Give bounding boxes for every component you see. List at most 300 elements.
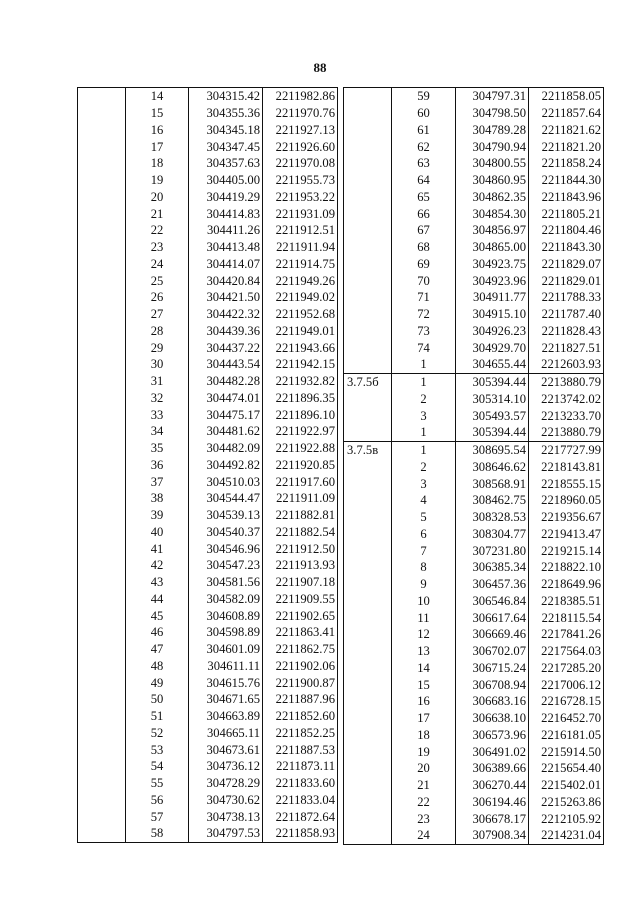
- section-cell: [344, 105, 392, 122]
- y-coordinate-cell: 2211882.81: [263, 507, 338, 524]
- table-row: [344, 509, 604, 526]
- section-cell: [78, 725, 126, 742]
- x-coordinate-cell: 306389.66: [456, 760, 529, 777]
- section-cell: [78, 373, 126, 390]
- point-number-cell: 51: [150, 709, 164, 724]
- x-coordinate-cell: 304615.76: [189, 674, 263, 691]
- section-cell: [78, 574, 126, 591]
- table-row: [78, 122, 338, 139]
- table-row: [344, 827, 604, 844]
- point-number-cell: 37: [150, 474, 164, 489]
- section-cell: [78, 473, 126, 490]
- y-coordinate-cell: 2218649.96: [529, 576, 604, 593]
- point-number-cell: 57: [150, 809, 164, 824]
- point-number-cell: 12: [417, 627, 430, 642]
- point-number-cell: 33: [150, 407, 164, 422]
- section-cell: [78, 457, 126, 474]
- point-number-cell: 2: [420, 391, 427, 406]
- section-cell: [344, 777, 392, 794]
- point-number-cell: 67: [417, 223, 430, 238]
- section-cell: [78, 339, 126, 356]
- x-coordinate-cell: 304728.29: [189, 775, 263, 792]
- point-number-cell: 17: [417, 711, 430, 726]
- table-row: [344, 289, 604, 306]
- y-coordinate-cell: 2216728.15: [529, 693, 604, 710]
- y-coordinate-cell: 2218115.54: [529, 609, 604, 626]
- x-coordinate-cell: 304911.77: [456, 289, 529, 306]
- point-number-cell: 74: [417, 340, 430, 355]
- x-coordinate-cell: 306617.64: [456, 609, 529, 626]
- x-coordinate-cell: 304357.63: [189, 155, 263, 172]
- point-number-cell: 22: [150, 223, 164, 238]
- section-cell: [78, 691, 126, 708]
- point-number-cell: 42: [150, 558, 164, 573]
- table-row: [344, 777, 604, 794]
- table-row: [344, 306, 604, 323]
- section-cell: [344, 356, 392, 373]
- point-number-cell: 70: [417, 273, 430, 288]
- y-coordinate-cell: 2211931.09: [263, 205, 338, 222]
- y-coordinate-cell: 2218143.81: [529, 459, 604, 476]
- point-number-cell: 7: [420, 543, 427, 558]
- table-row: [78, 607, 338, 624]
- table-row: [344, 576, 604, 593]
- y-coordinate-cell: 2215263.86: [529, 794, 604, 811]
- section-cell: [78, 808, 126, 825]
- table-row: [344, 559, 604, 576]
- point-number-cell: 58: [150, 826, 164, 841]
- table-row: [344, 643, 604, 660]
- y-coordinate-cell: 2211887.96: [263, 691, 338, 708]
- point-number-cell: 20: [150, 189, 164, 204]
- section-cell: [344, 459, 392, 476]
- section-cell: [78, 507, 126, 524]
- section-cell: [78, 540, 126, 557]
- section-cell: [344, 810, 392, 827]
- point-number-cell: 63: [417, 156, 430, 171]
- point-number-cell: 24: [417, 828, 430, 843]
- point-number-cell: 35: [150, 441, 164, 456]
- table-row: [78, 239, 338, 256]
- section-cell: [78, 641, 126, 658]
- x-coordinate-cell: 304539.13: [189, 507, 263, 524]
- section-cell: [344, 391, 392, 408]
- table-row: [344, 373, 604, 390]
- x-coordinate-cell: 304926.23: [456, 323, 529, 340]
- y-coordinate-cell: 2213742.02: [529, 391, 604, 408]
- y-coordinate-cell: 2211821.62: [529, 122, 604, 139]
- table-row: [78, 473, 338, 490]
- x-coordinate-cell: 308462.75: [456, 492, 529, 509]
- section-cell: [78, 825, 126, 842]
- table-row: [78, 557, 338, 574]
- x-coordinate-cell: 304345.18: [189, 122, 263, 139]
- table-row: [344, 138, 604, 155]
- x-coordinate-cell: 304601.09: [189, 641, 263, 658]
- y-coordinate-cell: 2211970.08: [263, 155, 338, 172]
- point-number-cell: 3: [420, 476, 427, 491]
- y-coordinate-cell: 2216452.70: [529, 710, 604, 727]
- point-number-cell: 41: [150, 541, 164, 556]
- y-coordinate-cell: 2211902.06: [263, 658, 338, 675]
- section-cell: [344, 306, 392, 323]
- y-coordinate-cell: 2211873.11: [263, 758, 338, 775]
- y-coordinate-cell: 2215402.01: [529, 777, 604, 794]
- x-coordinate-cell: 306678.17: [456, 810, 529, 827]
- x-coordinate-cell: 306702.07: [456, 643, 529, 660]
- point-number-cell: 46: [150, 625, 164, 640]
- point-number-cell: 16: [417, 694, 430, 709]
- x-coordinate-cell: 304598.89: [189, 624, 263, 641]
- table-row: [78, 306, 338, 323]
- y-coordinate-cell: 2211843.30: [529, 239, 604, 256]
- y-coordinate-cell: 2211902.65: [263, 607, 338, 624]
- y-coordinate-cell: 2211804.46: [529, 222, 604, 239]
- table-row: [344, 272, 604, 289]
- point-number-cell: 3: [420, 408, 427, 423]
- y-coordinate-cell: 2211932.82: [263, 373, 338, 390]
- table-row: [344, 323, 604, 340]
- point-number-cell: 27: [150, 307, 164, 322]
- point-number-cell: 45: [150, 608, 164, 623]
- table-row: [78, 155, 338, 172]
- point-number-cell: 19: [417, 744, 430, 759]
- section-cell: [78, 88, 126, 105]
- x-coordinate-cell: 304540.37: [189, 524, 263, 541]
- point-number-cell: 6: [420, 526, 427, 541]
- section-cell: 3.7.5в: [344, 441, 392, 458]
- point-number-cell: 1: [420, 357, 427, 372]
- table-row: [344, 760, 604, 777]
- table-row: [344, 172, 604, 189]
- table-row: [78, 524, 338, 541]
- point-number-cell: 30: [150, 357, 164, 372]
- y-coordinate-cell: 2211829.01: [529, 272, 604, 289]
- y-coordinate-cell: 2211863.41: [263, 624, 338, 641]
- table-row: [344, 693, 604, 710]
- y-coordinate-cell: 2211872.64: [263, 808, 338, 825]
- y-coordinate-cell: 2211912.50: [263, 540, 338, 557]
- y-coordinate-cell: 2211805.21: [529, 205, 604, 222]
- x-coordinate-cell: 304581.56: [189, 574, 263, 591]
- point-number-cell: 54: [150, 759, 164, 774]
- section-cell: [344, 339, 392, 356]
- table-row: [344, 794, 604, 811]
- point-number-cell: 1: [392, 441, 456, 458]
- x-coordinate-cell: 304582.09: [189, 591, 263, 608]
- y-coordinate-cell: 2211852.25: [263, 725, 338, 742]
- x-coordinate-cell: 307908.34: [456, 827, 529, 844]
- x-coordinate-cell: 308328.53: [456, 509, 529, 526]
- table-row: [78, 172, 338, 189]
- section-cell: [344, 222, 392, 239]
- section-cell: [344, 138, 392, 155]
- section-cell: [344, 542, 392, 559]
- section-cell: [344, 239, 392, 256]
- y-coordinate-cell: 2212105.92: [529, 810, 604, 827]
- y-coordinate-cell: 2219215.14: [529, 542, 604, 559]
- point-number-cell: 28: [150, 323, 164, 338]
- point-number-cell: 31: [150, 374, 164, 389]
- section-cell: [344, 492, 392, 509]
- x-coordinate-cell: 304671.65: [189, 691, 263, 708]
- table-row: [344, 222, 604, 239]
- y-coordinate-cell: 2211882.54: [263, 524, 338, 541]
- x-coordinate-cell: 306573.96: [456, 727, 529, 744]
- y-coordinate-cell: 2211952.68: [263, 306, 338, 323]
- y-coordinate-cell: 2214231.04: [529, 827, 604, 844]
- y-coordinate-cell: 2211949.01: [263, 323, 338, 340]
- section-cell: [78, 423, 126, 440]
- coordinates-table-left: [77, 87, 338, 843]
- x-coordinate-cell: 304546.96: [189, 540, 263, 557]
- point-number-cell: 65: [417, 189, 430, 204]
- x-coordinate-cell: 304419.29: [189, 189, 263, 206]
- section-cell: [344, 626, 392, 643]
- point-number-cell: 61: [417, 122, 430, 137]
- section-cell: [344, 424, 392, 441]
- x-coordinate-cell: 308695.54: [456, 441, 529, 458]
- point-number-cell: 26: [150, 290, 164, 305]
- x-coordinate-cell: 304798.50: [456, 105, 529, 122]
- point-number-cell: 13: [417, 644, 430, 659]
- x-coordinate-cell: 308646.62: [456, 459, 529, 476]
- point-number-cell: 21: [150, 206, 164, 221]
- x-coordinate-cell: 304547.23: [189, 557, 263, 574]
- table-row: [344, 88, 604, 105]
- y-coordinate-cell: 2211911.94: [263, 239, 338, 256]
- y-coordinate-cell: 2211857.64: [529, 105, 604, 122]
- y-coordinate-cell: 2211913.93: [263, 557, 338, 574]
- x-coordinate-cell: 304439.36: [189, 323, 263, 340]
- y-coordinate-cell: 2211887.53: [263, 741, 338, 758]
- y-coordinate-cell: 2215654.40: [529, 760, 604, 777]
- table-row: [78, 825, 338, 842]
- section-cell: [78, 490, 126, 507]
- y-coordinate-cell: 2213880.79: [529, 424, 604, 441]
- section-cell: [344, 172, 392, 189]
- y-coordinate-cell: 2211843.96: [529, 189, 604, 206]
- table-row: [344, 710, 604, 727]
- section-cell: [344, 660, 392, 677]
- table-row: [78, 339, 338, 356]
- y-coordinate-cell: 2218555.15: [529, 475, 604, 492]
- section-cell: [78, 775, 126, 792]
- x-coordinate-cell: 304915.10: [456, 306, 529, 323]
- section-cell: [344, 509, 392, 526]
- y-coordinate-cell: 2211896.35: [263, 390, 338, 407]
- y-coordinate-cell: 2211920.85: [263, 457, 338, 474]
- table-row: [78, 457, 338, 474]
- y-coordinate-cell: 2211862.75: [263, 641, 338, 658]
- x-coordinate-cell: 304736.12: [189, 758, 263, 775]
- x-coordinate-cell: 305493.57: [456, 407, 529, 424]
- section-cell: [78, 406, 126, 423]
- section-cell: [344, 794, 392, 811]
- point-number-cell: 32: [150, 390, 164, 405]
- x-coordinate-cell: 304789.28: [456, 122, 529, 139]
- x-coordinate-cell: 306715.24: [456, 660, 529, 677]
- y-coordinate-cell: 2211907.18: [263, 574, 338, 591]
- point-number-cell: 36: [150, 457, 164, 472]
- y-coordinate-cell: 2211900.87: [263, 674, 338, 691]
- y-coordinate-cell: 2211833.60: [263, 775, 338, 792]
- y-coordinate-cell: 2211955.73: [263, 172, 338, 189]
- section-cell: [78, 708, 126, 725]
- x-coordinate-cell: 304860.95: [456, 172, 529, 189]
- section-cell: [78, 122, 126, 139]
- y-coordinate-cell: 2211917.60: [263, 473, 338, 490]
- table-row: [344, 475, 604, 492]
- y-coordinate-cell: 2211844.30: [529, 172, 604, 189]
- y-coordinate-cell: 2211827.51: [529, 339, 604, 356]
- y-coordinate-cell: 2211953.22: [263, 189, 338, 206]
- table-row: [78, 741, 338, 758]
- table-row: [78, 323, 338, 340]
- table-row: [344, 155, 604, 172]
- section-cell: [78, 658, 126, 675]
- y-coordinate-cell: 2211787.40: [529, 306, 604, 323]
- point-number-cell: 1: [420, 425, 427, 440]
- section-cell: [344, 760, 392, 777]
- section-cell: [344, 693, 392, 710]
- x-coordinate-cell: 304544.47: [189, 490, 263, 507]
- point-number-cell: 24: [150, 256, 164, 271]
- y-coordinate-cell: 2211970.76: [263, 105, 338, 122]
- x-coordinate-cell: 305394.44: [456, 373, 529, 390]
- section-cell: [344, 727, 392, 744]
- point-number-cell: 25: [150, 273, 164, 288]
- table-row: [78, 658, 338, 675]
- table-row: [78, 406, 338, 423]
- y-coordinate-cell: 2213233.70: [529, 407, 604, 424]
- x-coordinate-cell: 304420.84: [189, 272, 263, 289]
- y-coordinate-cell: 2217006.12: [529, 676, 604, 693]
- x-coordinate-cell: 304482.09: [189, 440, 263, 457]
- section-cell: [344, 256, 392, 273]
- section-cell: [78, 607, 126, 624]
- y-coordinate-cell: 2219413.47: [529, 526, 604, 543]
- table-row: [344, 626, 604, 643]
- section-cell: [78, 792, 126, 809]
- table-row: [344, 441, 604, 458]
- x-coordinate-cell: 305394.44: [456, 424, 529, 441]
- x-coordinate-cell: 304790.94: [456, 138, 529, 155]
- section-cell: [344, 526, 392, 543]
- table-row: [344, 526, 604, 543]
- section-cell: [344, 155, 392, 172]
- page-number: 88: [313, 60, 327, 75]
- section-cell: [78, 155, 126, 172]
- y-coordinate-cell: 2211858.05: [529, 88, 604, 105]
- y-coordinate-cell: 2211852.60: [263, 708, 338, 725]
- table-row: [78, 138, 338, 155]
- x-coordinate-cell: 306194.46: [456, 794, 529, 811]
- point-number-cell: 49: [150, 675, 164, 690]
- table-row: [78, 88, 338, 105]
- section-cell: [344, 323, 392, 340]
- table-row: [78, 105, 338, 122]
- table-row: [344, 810, 604, 827]
- x-coordinate-cell: 304797.53: [189, 825, 263, 842]
- section-cell: [78, 591, 126, 608]
- section-cell: [344, 407, 392, 424]
- section-cell: 3.7.5б: [344, 373, 392, 390]
- section-cell: [344, 205, 392, 222]
- y-coordinate-cell: 2211982.86: [263, 88, 338, 105]
- point-number-cell: 64: [417, 173, 430, 188]
- point-number-cell: 39: [150, 508, 164, 523]
- table-row: [78, 758, 338, 775]
- section-cell: [78, 758, 126, 775]
- y-coordinate-cell: 2211821.20: [529, 138, 604, 155]
- table-row: [78, 775, 338, 792]
- section-cell: [78, 557, 126, 574]
- x-coordinate-cell: 304482.28: [189, 373, 263, 390]
- section-cell: [78, 239, 126, 256]
- x-coordinate-cell: 304673.61: [189, 741, 263, 758]
- point-number-cell: 23: [150, 240, 164, 255]
- table-row: [78, 674, 338, 691]
- point-number-cell: 44: [150, 591, 164, 606]
- point-number-cell: 17: [150, 139, 164, 154]
- section-cell: [344, 559, 392, 576]
- section-cell: [78, 138, 126, 155]
- x-coordinate-cell: 306683.16: [456, 693, 529, 710]
- y-coordinate-cell: 2219356.67: [529, 509, 604, 526]
- table-row: [344, 122, 604, 139]
- table-row: [344, 459, 604, 476]
- section-cell: [344, 576, 392, 593]
- table-row: [344, 256, 604, 273]
- point-number-cell: 71: [417, 290, 430, 305]
- y-coordinate-cell: 2211858.93: [263, 825, 338, 842]
- x-coordinate-cell: 304443.54: [189, 356, 263, 373]
- x-coordinate-cell: 304405.00: [189, 172, 263, 189]
- point-number-cell: 66: [417, 206, 430, 221]
- table-row: [78, 189, 338, 206]
- y-coordinate-cell: 2211896.10: [263, 406, 338, 423]
- x-coordinate-cell: 304797.31: [456, 88, 529, 105]
- x-coordinate-cell: 304865.00: [456, 239, 529, 256]
- table-row: [344, 727, 604, 744]
- point-number-cell: 9: [420, 577, 427, 592]
- x-coordinate-cell: 304413.48: [189, 239, 263, 256]
- point-number-cell: 18: [417, 727, 430, 742]
- point-number-cell: 15: [150, 106, 164, 121]
- section-cell: [78, 390, 126, 407]
- section-cell: [344, 643, 392, 660]
- y-coordinate-cell: 2217841.26: [529, 626, 604, 643]
- x-coordinate-cell: 306457.36: [456, 576, 529, 593]
- section-cell: [78, 272, 126, 289]
- x-coordinate-cell: 304474.01: [189, 390, 263, 407]
- table-row: [78, 725, 338, 742]
- section-cell: [344, 676, 392, 693]
- point-number-cell: 18: [150, 156, 164, 171]
- table-row: [78, 440, 338, 457]
- y-coordinate-cell: 2216181.05: [529, 727, 604, 744]
- point-number-cell: 8: [420, 560, 427, 575]
- point-number-cell: 68: [417, 240, 430, 255]
- section-cell: [78, 306, 126, 323]
- table-row: [78, 641, 338, 658]
- table-row: [78, 808, 338, 825]
- point-number-cell: 69: [417, 256, 430, 271]
- point-number-cell: 52: [150, 725, 164, 740]
- x-coordinate-cell: 304663.89: [189, 708, 263, 725]
- point-number-cell: 10: [417, 593, 430, 608]
